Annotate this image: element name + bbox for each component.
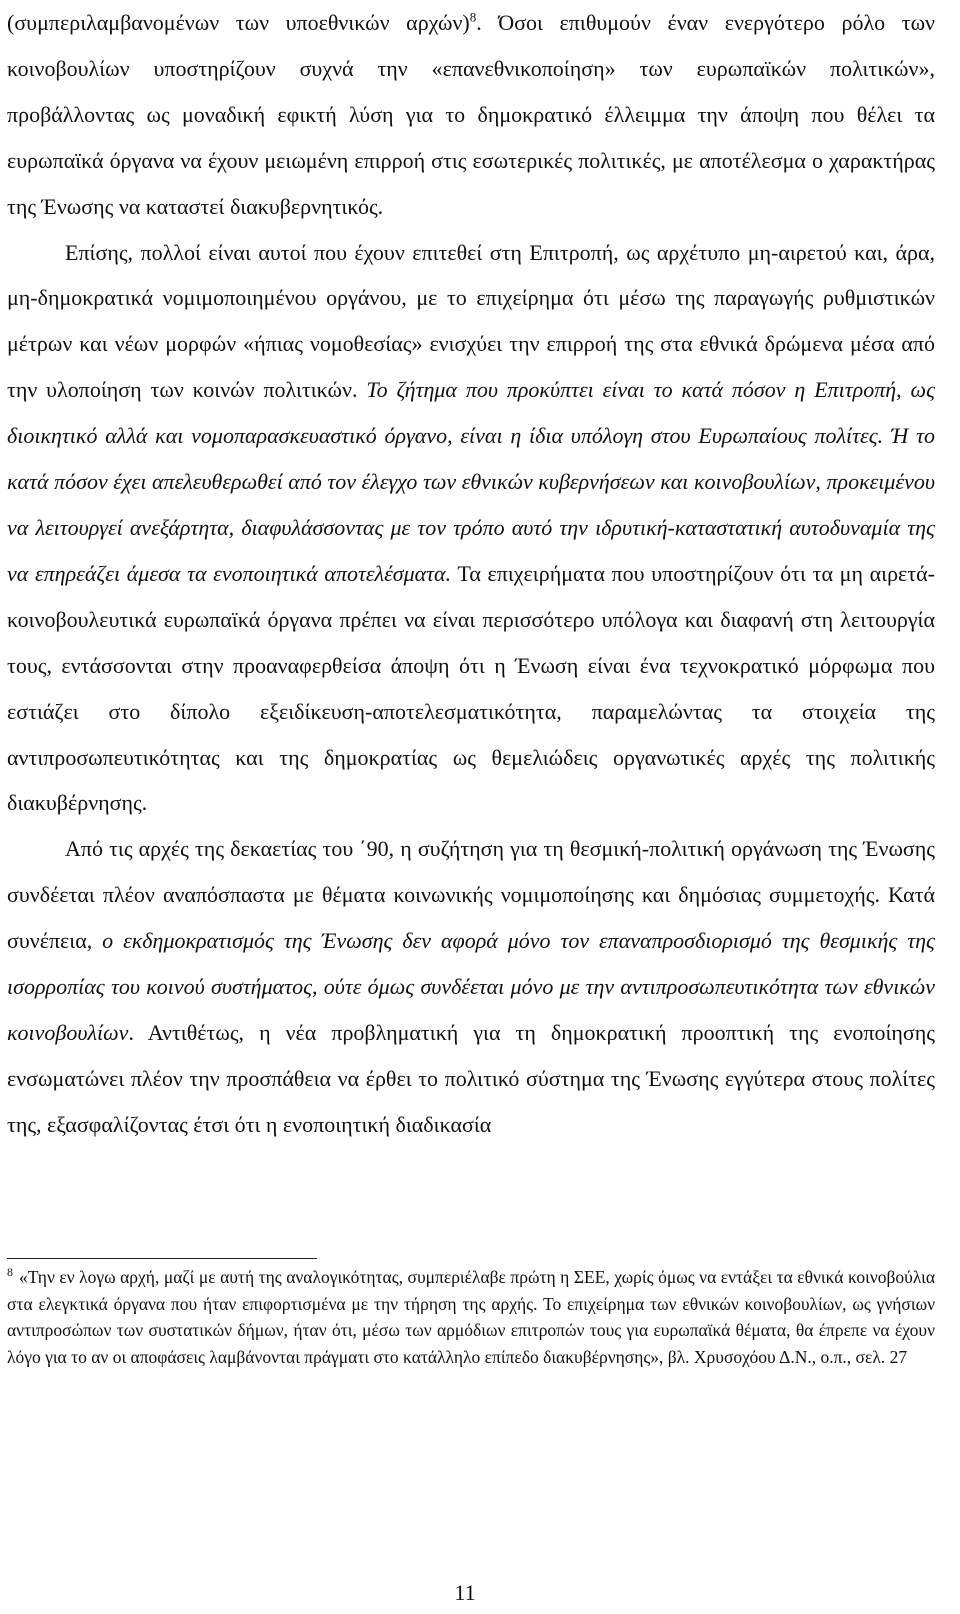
paragraph-3-text-a: Από τις αρχές της δεκαετίας του ΄90, η συζήτηση για τη θεσμική-πολιτική οργάνωση της Ένωσης συνδέεται πλέον αναπόσπαστα με θέματα κοινωνικής νομιμοποίησης και δημόσιας συμμετοχής. Κατά συνέπεια,	[7, 836, 935, 954]
footnote-separator	[7, 1258, 317, 1259]
paragraph-1	[7, 0, 935, 230]
paragraph-2-text-a: Επίσης, πολλοί είναι αυτοί που έχουν επιτεθεί στη Επιτροπή, ως αρχέτυπο μη-αιρετού και, άρα, μη-δημοκρατικά νομιμοποιημένου οργάνου, με το επιχείρημα ότι μέσω της παραγωγής ρυθμιστικών μέτρων και νέων μορφών «ήπιας νομοθεσίας» ενισχύει την επιρροή της στα εθνικά δρώμενα μέσα από την υλοποίηση των κοινών πολιτικών.	[7, 239, 935, 403]
footnote-reference: 8	[469, 9, 477, 25]
footnote-paragraph	[7, 1264, 935, 1370]
paragraph-2	[7, 230, 935, 827]
paragraph-1-text-a: (συμπεριλαμβανομένων των υποεθνικών αρχών)	[7, 10, 470, 35]
page-number: 11	[454, 1580, 476, 1605]
footnote-text: «Την εν λογω αρχή, μαζί με αυτή της αναλογικότητας, συμπεριέλαβε πρώτη η ΣΕΕ, χωρίς όμως να εντάξει τα εθνικά κοινοβούλια στα ελεγκτικά όργανα που ήταν επιφορτισμένα με την τήρηση της αρχής. Το επιχείρημα των εθνικών κοινοβουλίων, ως γνήσιων αντιπροσώπων των συστατικών δήμων, ήταν ότι, μέσω των αρμόδιων επιτροπών τους για ευρωπαϊκά θέματα, θα έπρεπε να έχουν λόγο για το αν οι αποφάσεις λαμβάνονται πράγματι στο κατάλληλο επίπεδο διακυβέρνησης», βλ. Χρυσοχόου Δ.Ν., ο.π., σελ. 27	[7, 1267, 935, 1367]
footnote-mark: 8	[7, 1265, 13, 1280]
paragraph-2-italic-text: Το ζήτημα που προκύπτει είναι το κατά πόσον η Επιτροπή, ως διοικητικό αλλά και νομοπαρασκευαστικό όργανο, είναι η ίδια υπόλογη στου Ευρωπαίους πολίτες. Ή το κατά πόσον έχει απελευθερωθεί από τον έλεγχο των εθνικών κυβερνήσεων και κοινοβουλίων, προκειμένου να λειτουργεί ανεξάρτητα, διαφυλάσσοντας με τον τρόπο αυτό την ιδρυτική-καταστατική αυτοδυναμία της να επηρεάζει άμεσα τα ενοποιητικά αποτελέσματα.	[7, 377, 935, 586]
paragraph-1-text-b: . Όσοι επιθυμούν έναν ενεργότερο ρόλο των κοινοβουλίων υποστηρίζουν συχνά την «επανεθνικοποίηση» των ευρωπαϊκών πολιτικών», προβάλλοντας ως μοναδική εφικτή λύση για το δημοκρατικό έλλειμμα την άποψη που θέλει τα ευρωπαϊκά όργανα να έχουν μειωμένη επιρροή στις εσωτερικές πολιτικές, με αποτέλεσμα ο χαρακτήρας της Ένωσης να καταστεί διακυβερνητικός.	[7, 10, 935, 219]
paragraph-3	[7, 826, 935, 1147]
footnote	[7, 1264, 935, 1370]
main-text	[7, 0, 935, 1148]
paragraph-2-text-b: Τα επιχειρήματα που υποστηρίζουν ότι τα μη αιρετά-κοινοβουλευτικά ευρωπαϊκά όργανα πρέπει να είναι περισσότερο υπόλογα και διαφανή στη λειτουργία τους, εντάσσονται στην προαναφερθείσα άποψη ότι η Ένωση είναι ένα τεχνοκρατικό μόρφωμα που εστιάζει στο δίπολο εξειδίκευση-αποτελεσματικότητα, παραμελώντας τα στοιχεία της αντιπροσωπευτικότητας και της δημοκρατίας ως θεμελιώδεις οργανωτικές αρχές της πολιτικής διακυβέρνησης.	[7, 560, 935, 816]
paragraph-3-italic-text: ο εκδημοκρατισμός της Ένωσης δεν αφορά μόνο τον επαναπροσδιορισμό της θεσμικής της ισορροπίας του κοινού συστήματος, ούτε όμως συνδέεται μόνο με την αντιπροσωπευτικότητα των εθνικών κοινοβουλίων	[7, 928, 935, 1045]
paragraph-3-text-b: . Αντιθέτως, η νέα προβληματική για τη δημοκρατική προοπτική της ενοποίησης ενσωματώνει πλέον την προσπάθεια να έρθει το πολιτικό σύστημα της Ένωσης εγγύτερα στους πολίτες της, εξασφαλίζοντας έτσι ότι η ενοποιητική διαδικασία	[7, 1019, 935, 1137]
